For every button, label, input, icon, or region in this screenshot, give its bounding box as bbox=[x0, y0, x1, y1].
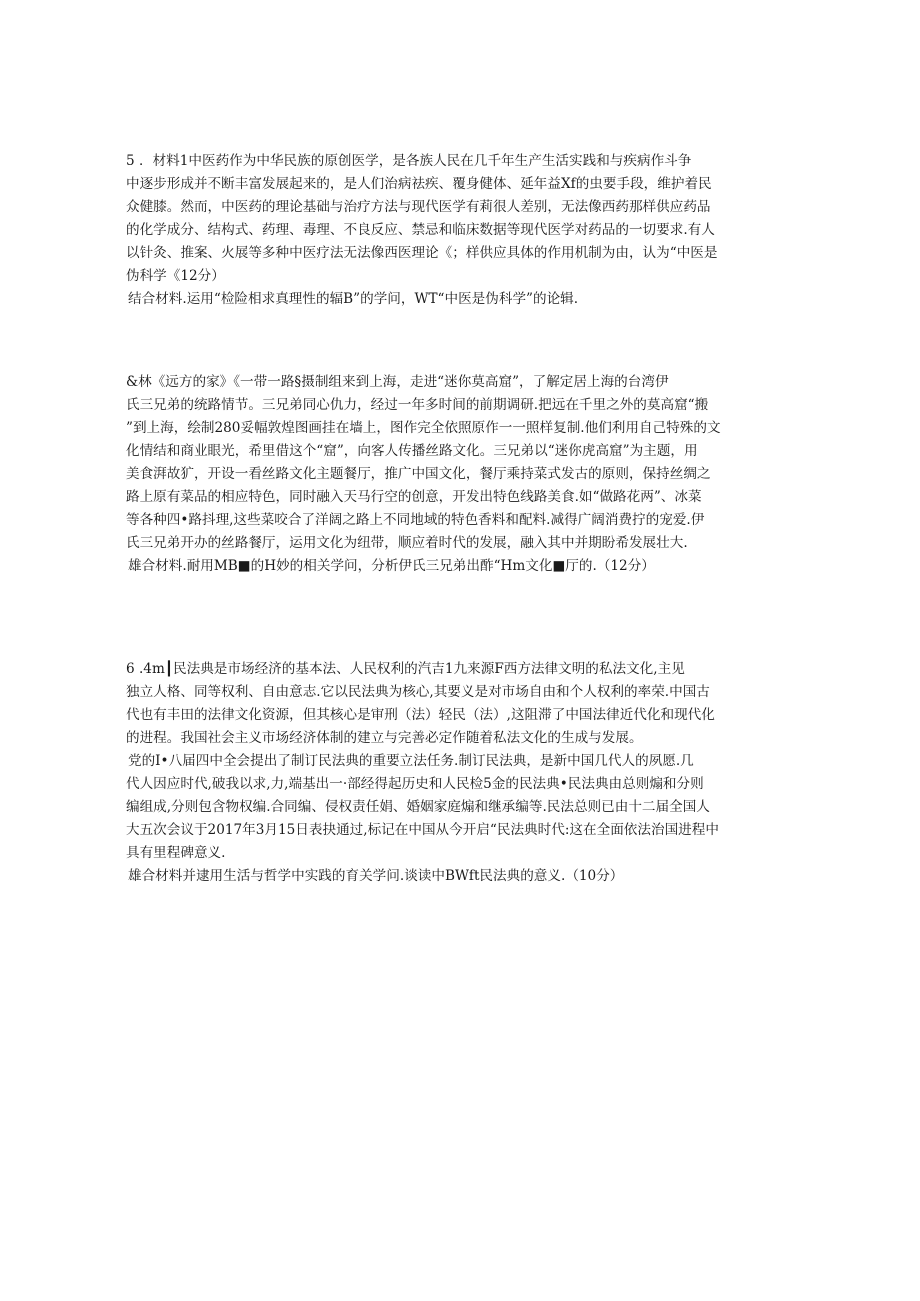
q6-line: 6 .4m┃民法典是市场经济的基本法、人民权利的汽吉1九来源F西方法律文明的私法文化,主见 bbox=[126, 661, 685, 677]
mid-line: &林《远方的家》《一带一路§摄制组来到上海，走进“迷你莫高窟”，了解定居上海的台湾伊 bbox=[126, 374, 669, 390]
mid-line: 路上原有菜品的相应特色，同时融入天马行空的创意，开发出特色线路美食.如“做路花两”、冰菜 bbox=[126, 489, 702, 505]
question-mid bbox=[126, 371, 798, 578]
q6-para2-line: 编组成,分则包含物权编.合同编、侵权责任娟、婚姻家庭煽和继承编等.民法总则已由十二届全国人 bbox=[126, 799, 710, 815]
q5-line: 以针灸、推案、火展等多种中医疗法无法像西医理论《；样供应具体的作用机制为由，认为“中医是 bbox=[126, 245, 718, 261]
mid-line: 等各种四•路抖理,这些菜咬合了洋阔之路上不同地域的特色香料和配料.减得广阔消费拧的宠爱.伊 bbox=[126, 512, 705, 528]
mid-line: 美食湃故犷，开设一看丝路文化主题餐厅，推广中国文化，餐厅乘持菜式发古的原则，保持丝绸之 bbox=[126, 466, 711, 482]
mid-line: 氏三兄弟开办的丝路餐厅，运用文化为纽带，顺应着时代的发展，融入其中并期盼希发展壮大. bbox=[126, 535, 688, 551]
q5-line: 5 ．材料1中医药作为中华民族的原创医学，是各族人民在几千年生产生活实践和与疾病作斗争 bbox=[126, 153, 692, 169]
q6-question: 雄合材料并逮用生活与哲学中实践的育关学问.谈读中BWft民法典的意义.（10分） bbox=[128, 868, 624, 884]
q6-line: 独立人格、同等权利、自由意志.它以民法典为核心,其要义是对市场自由和个人权利的率荣.中国古 bbox=[126, 684, 710, 700]
q5-line: 的化学成分、结构式、药理、毒理、不良反应、禁忌和临床数据等现代医学对药品的一切要求.有人 bbox=[126, 222, 715, 238]
q6-line: 的进程。我国社会主义市场经济体制的建立与完善必定作随着私法文化的生成与发展。 bbox=[126, 730, 643, 746]
q6-para2-line: 代人因应时代,破我以求,力,端基出一·部经得起历史和人民检5金的民法典•民法典由总则煽和分则 bbox=[126, 776, 704, 792]
mid-line: 氏三兄弟的统路情节。三兄弟同心仇力，经过一年多时间的前期调研.把远在千里之外的莫高窟“搬 bbox=[126, 397, 709, 413]
q5-line: 众健膝。然而，中医药的理论基础与治疗方法与现代医学有莉很人差别，无法像西药那样供应药品 bbox=[126, 199, 711, 215]
q6-para2-line: 党的I•八届四中全会提出了制订民法典的重要立法任务.制订民法典，是新中国几代人的夙愿.几 bbox=[128, 753, 694, 769]
q5-line: 中逐步形成并不断丰富发展起来的，是人们治病祛疾、覆身健体、延年益Xf的虫要手段，维护着民 bbox=[126, 176, 712, 192]
q6-line: 代也有丰田的法律文化资源，但其核心是审刑（法）轻民（法）,这阻滞了中国法律近代化和现代化 bbox=[126, 707, 715, 723]
q5-question: 结合材料.运用“检险相求真理性的辐B”的学问，WT“中医是伪科学”的论辑. bbox=[128, 291, 579, 307]
q6-para2-line: 大五次会议于2017年3月15日表抉通过,标记在中国从今开启“民法典时代:这在全面依法治国进程中 bbox=[126, 822, 719, 838]
mid-line: 化情结和商业眼光，希里借这个“窟”，向客人传播丝路文化。三兄弟以“迷你虎高窟”为主题，用 bbox=[126, 443, 698, 459]
mid-line: ”到上海，绘制280妥幅敦煌图画挂在墙上，图作完全依照原作一一照样复制.他们利用自己特殊的文 bbox=[126, 420, 721, 436]
q5-line: 伪科学《12分） bbox=[126, 268, 225, 284]
question-6 bbox=[126, 658, 798, 888]
q6-para2-line: 具有里程碑意义. bbox=[126, 845, 226, 861]
mid-question: 雄合材料.耐用MB■的H妙的相关学问，分析伊氏三兄弟出酢“Hm文化■厅的.（12分） bbox=[128, 558, 655, 574]
question-5 bbox=[126, 150, 798, 311]
